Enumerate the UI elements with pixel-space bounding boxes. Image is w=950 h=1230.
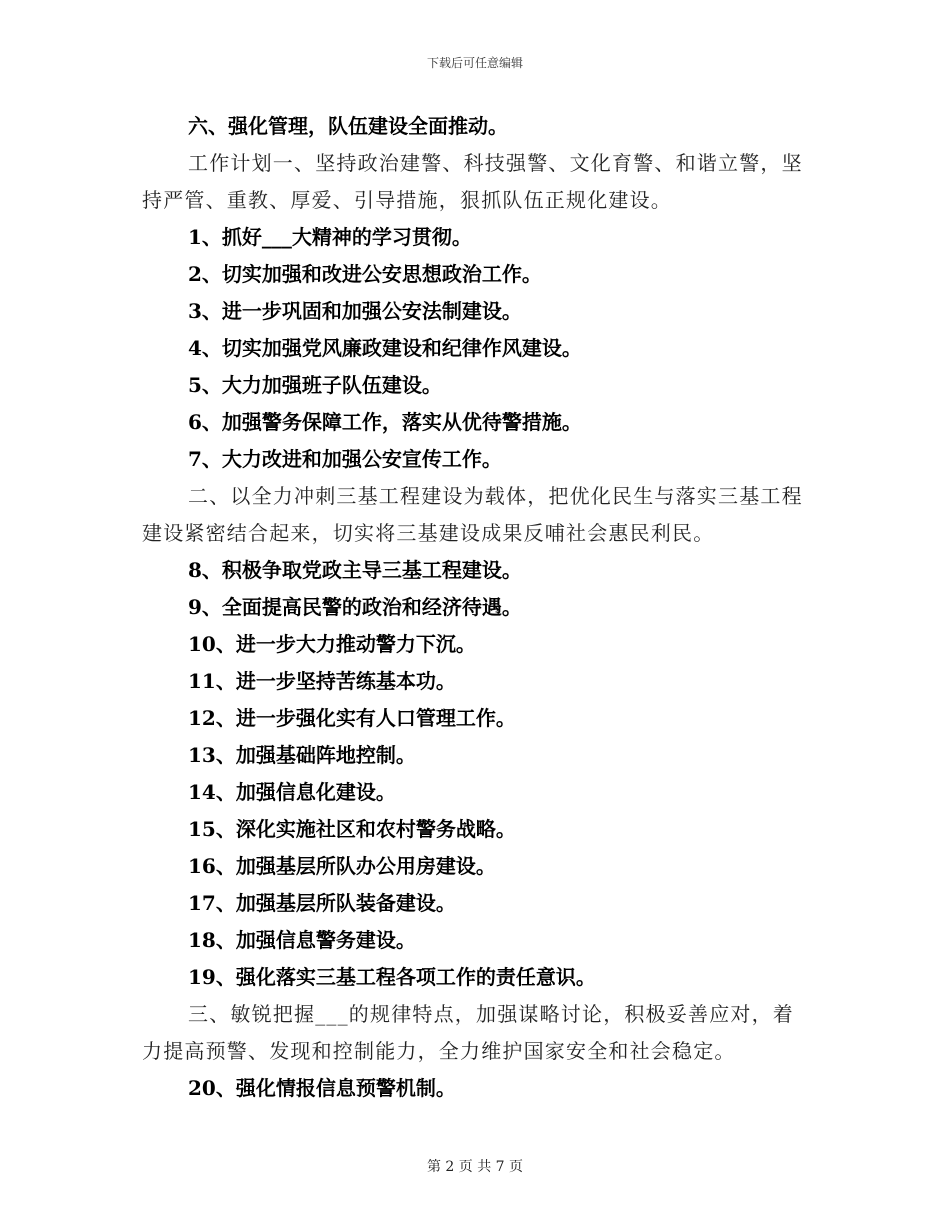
list-item: 1、抓好___大精神的学习贯彻。	[188, 225, 472, 249]
list-item: 4、切实加强党风廉政建设和纪律作风建设。	[188, 336, 582, 360]
list-item: 3、进一步巩固和加强公安法制建设。	[188, 299, 522, 323]
list-item: 12、进一步强化实有人口管理工作。	[188, 706, 516, 730]
list-item: 15、深化实施社区和农村警务战略。	[188, 817, 516, 841]
list-item: 8、积极争取党政主导三基工程建设。	[188, 558, 522, 582]
section-heading-six: 六、强化管理，队伍建设全面推动。	[188, 114, 508, 138]
list-item: 18、加强信息警务建设。	[188, 928, 416, 952]
page-number: 第 2 页 共 7 页	[426, 1159, 524, 1175]
list-item: 5、大力加强班子队伍建设。	[188, 373, 442, 397]
list-item: 16、加强基层所队办公用房建设。	[188, 854, 496, 878]
section-three-paragraph: 三、敏锐把握___的规律特点，加强谋略讨论，积极妥善应对，着力提高预警、发现和控制能力，全力维护国家安全和社会稳定。	[142, 1002, 794, 1063]
document-body	[142, 108, 810, 1107]
list-item: 20、强化情报信息预警机制。	[188, 1076, 456, 1100]
plan-one-paragraph: 工作计划一、坚持政治建警、科技强警、文化育警、和谐立警，坚持严管、重教、厚爱、引导措施，狠抓队伍正规化建设。	[142, 151, 803, 212]
list-item: 2、切实加强和改进公安思想政治工作。	[188, 262, 542, 286]
list-item: 14、加强信息化建设。	[188, 780, 396, 804]
list-item: 7、大力改进和加强公安宣传工作。	[188, 447, 502, 471]
list-item: 17、加强基层所队装备建设。	[188, 891, 456, 915]
section-two-paragraph: 二、以全力冲刺三基工程建设为载体，把优化民生与落实三基工程建设紧密结合起来，切实将三基建设成果反哺社会惠民利民。	[142, 484, 803, 545]
page-header: 下载后可任意编辑	[426, 56, 523, 70]
list-item: 19、强化落实三基工程各项工作的责任意识。	[188, 965, 596, 989]
list-item: 10、进一步大力推动警力下沉。	[188, 632, 476, 656]
list-item: 9、全面提高民警的政治和经济待遇。	[188, 595, 522, 619]
list-item: 13、加强基础阵地控制。	[188, 743, 416, 767]
list-item: 11、进一步坚持苦练基本功。	[188, 669, 456, 693]
list-item: 6、加强警务保障工作，落实从优待警措施。	[188, 410, 582, 434]
